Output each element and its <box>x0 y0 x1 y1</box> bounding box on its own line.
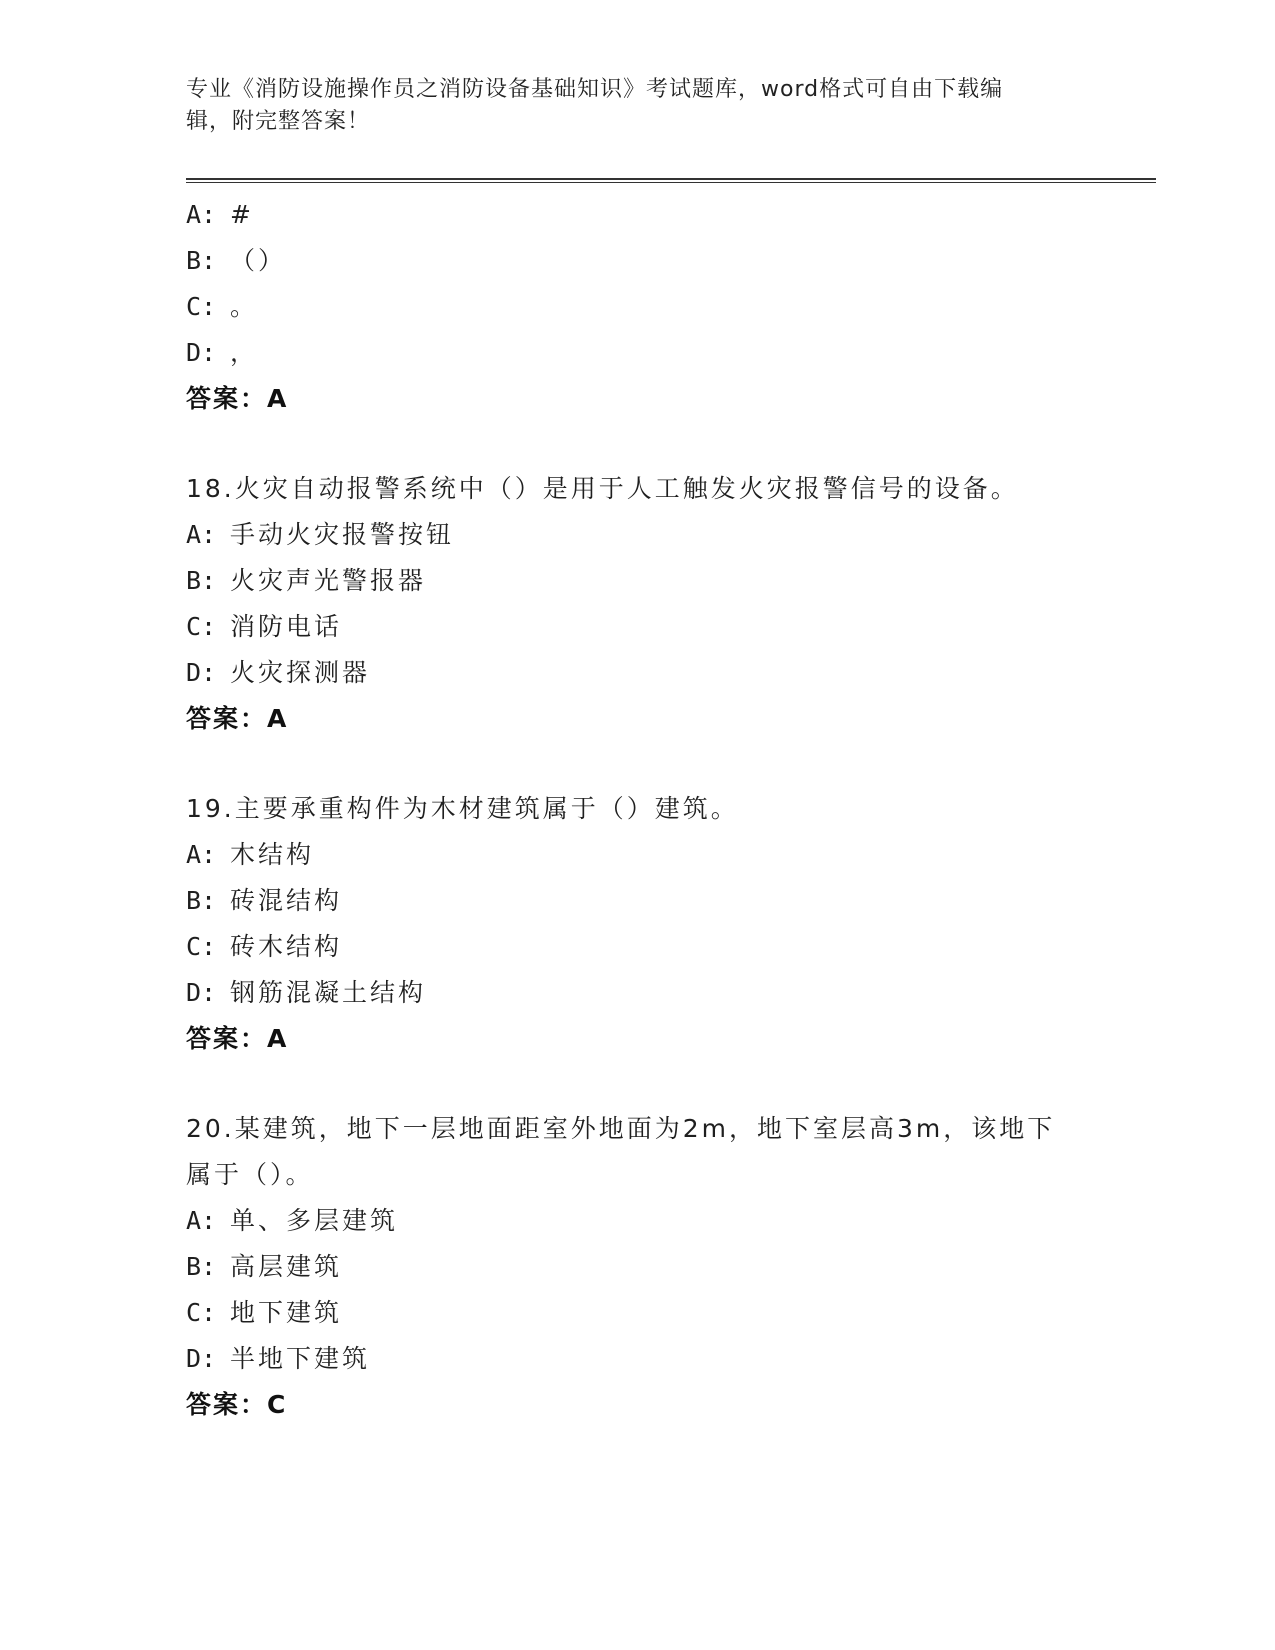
option-a <box>186 192 1126 238</box>
question-block-19 <box>186 786 1126 1062</box>
option-text: 。 <box>230 292 259 321</box>
option-d <box>186 1336 1126 1382</box>
option-c <box>186 604 1126 650</box>
option-text: 单、多层建筑 <box>230 1206 399 1235</box>
option-label: D: <box>186 1344 217 1373</box>
option-text: 高层建筑 <box>230 1252 343 1281</box>
option-b <box>186 878 1126 924</box>
option-label: D: <box>186 658 217 687</box>
option-d <box>186 330 1126 376</box>
document-header <box>186 74 1066 138</box>
option-text: ， <box>230 338 259 367</box>
option-b <box>186 558 1126 604</box>
option-d <box>186 650 1126 696</box>
option-text: 火灾探测器 <box>230 658 371 687</box>
option-c <box>186 1290 1126 1336</box>
option-text: 手动火灾报警按钮 <box>230 520 455 549</box>
option-label: B: <box>186 246 217 275</box>
question-stem: 18.火灾自动报警系统中（）是用于人工触发火灾报警信号的设备。 <box>186 474 1019 503</box>
option-label: A: <box>186 1206 217 1235</box>
option-label: B: <box>186 886 217 915</box>
spacer <box>186 1062 1126 1106</box>
option-text: 砖木结构 <box>230 932 343 961</box>
answer-line: 答案：C <box>186 1390 288 1419</box>
question-block-18 <box>186 466 1126 742</box>
option-d <box>186 970 1126 1016</box>
answer-line: 答案：A <box>186 704 289 733</box>
question-list <box>186 192 1126 1428</box>
option-label: B: <box>186 1252 217 1281</box>
question-stem: 19.主要承重构件为木材建筑属于（）建筑。 <box>186 794 739 823</box>
question-block-20 <box>186 1106 1126 1428</box>
spacer <box>186 742 1126 786</box>
spacer <box>186 422 1126 466</box>
option-c <box>186 284 1126 330</box>
question-stem-line-2: 属于（）。 <box>186 1160 314 1189</box>
option-label: B: <box>186 566 217 595</box>
option-text: （） <box>230 246 287 275</box>
option-text: # <box>230 200 254 229</box>
option-label: D: <box>186 978 217 1007</box>
option-label: D: <box>186 338 217 367</box>
header-line-1: 专业《消防设施操作员之消防设备基础知识》考试题库，word格式可自由下载编 <box>186 77 1004 102</box>
option-a <box>186 512 1126 558</box>
option-text: 木结构 <box>230 840 315 869</box>
answer-line: 答案：A <box>186 1024 289 1053</box>
option-b <box>186 238 1126 284</box>
option-text: 半地下建筑 <box>230 1344 371 1373</box>
option-text: 砖混结构 <box>230 886 343 915</box>
header-line-2: 辑，附完整答案！ <box>186 109 371 134</box>
option-a <box>186 832 1126 878</box>
option-b <box>186 1244 1126 1290</box>
header-divider <box>186 178 1156 183</box>
question-block-17 <box>186 192 1126 422</box>
option-a <box>186 1198 1126 1244</box>
option-label: C: <box>186 292 217 321</box>
option-text: 地下建筑 <box>230 1298 343 1327</box>
option-label: C: <box>186 612 217 641</box>
answer-line: 答案：A <box>186 384 289 413</box>
option-label: A: <box>186 520 217 549</box>
option-text: 钢筋混凝土结构 <box>230 978 427 1007</box>
option-c <box>186 924 1126 970</box>
option-label: C: <box>186 932 217 961</box>
option-text: 火灾声光警报器 <box>230 566 427 595</box>
option-label: C: <box>186 1298 217 1327</box>
option-label: A: <box>186 840 217 869</box>
question-stem-line-1: 20.某建筑，地下一层地面距室外地面为2m，地下室层高3m，该地下 <box>186 1114 1056 1143</box>
option-label: A: <box>186 200 217 229</box>
option-text: 消防电话 <box>230 612 343 641</box>
